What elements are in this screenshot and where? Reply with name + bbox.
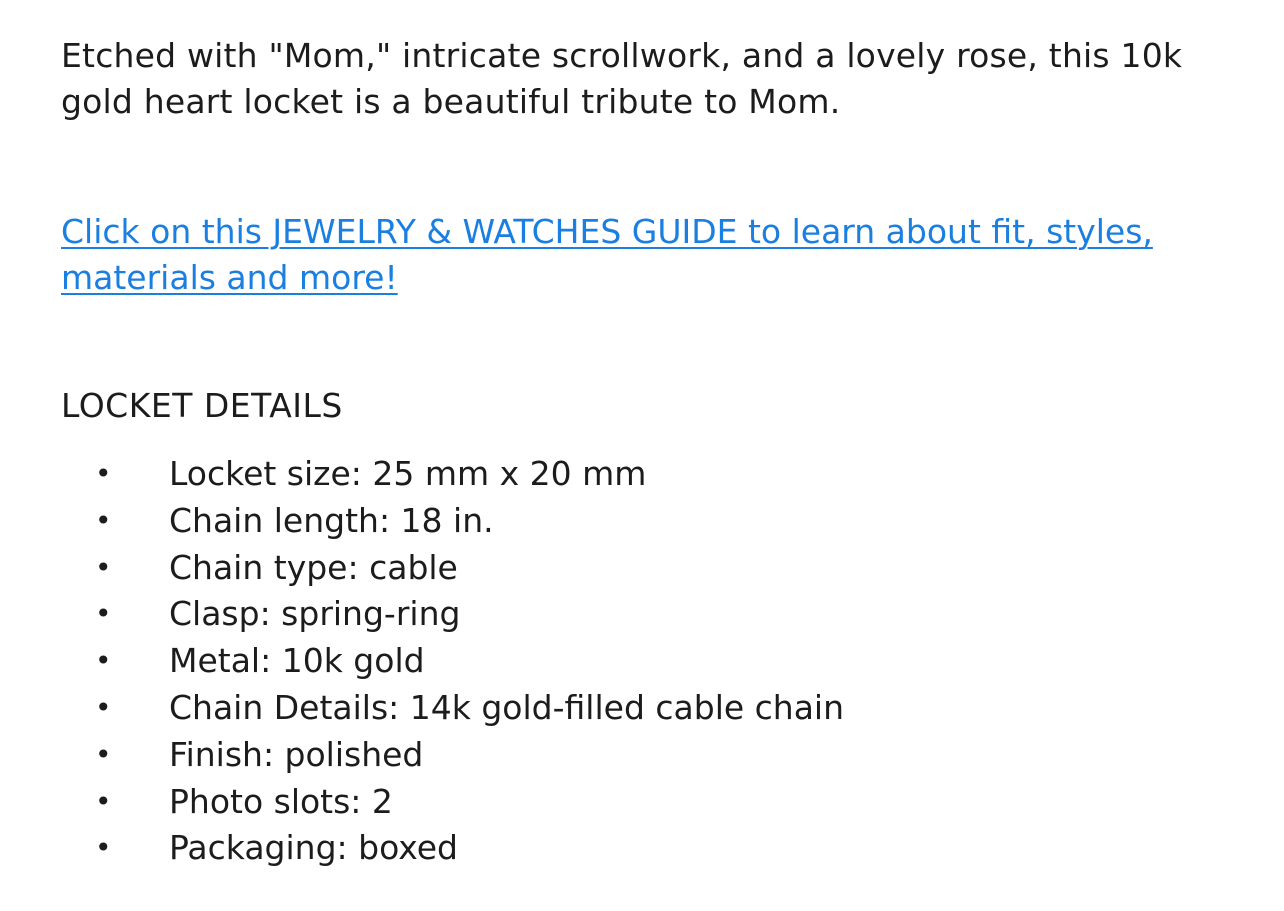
detail-text: Chain Details: 14k gold-filled cable chain bbox=[169, 687, 845, 727]
bullet-icon: • bbox=[95, 597, 112, 631]
list-item bbox=[61, 685, 1241, 732]
list-item bbox=[61, 498, 1241, 545]
bullet-icon: • bbox=[95, 457, 112, 490]
detail-text: Locket size: 25 mm x 20 mm bbox=[169, 454, 647, 493]
detail-text: Metal: 10k gold bbox=[169, 641, 425, 681]
list-item bbox=[61, 638, 1241, 685]
detail-text: Photo slots: 2 bbox=[169, 781, 393, 821]
list-item bbox=[61, 779, 1241, 826]
bullet-icon: • bbox=[95, 550, 112, 584]
bullet-icon: • bbox=[95, 737, 112, 771]
bullet-icon: • bbox=[95, 503, 112, 537]
detail-text: Packaging: boxed bbox=[169, 828, 459, 868]
list-item bbox=[61, 591, 1241, 638]
bullet-icon: • bbox=[95, 690, 112, 724]
bullet-icon: • bbox=[95, 784, 112, 818]
detail-text: Chain length: 18 in. bbox=[169, 500, 494, 540]
list-item bbox=[61, 545, 1241, 592]
list-item bbox=[61, 825, 1241, 872]
locket-details-list bbox=[61, 451, 1241, 872]
locket-details-heading: LOCKET DETAILS bbox=[61, 386, 343, 425]
product-description bbox=[61, 33, 1241, 872]
jewelry-guide-link[interactable]: Click on this JEWELRY & WATCHES GUIDE to learn about fit, styles, materials and more! bbox=[61, 212, 1153, 297]
product-intro-text: Etched with "Mom," intricate scrollwork, and a lovely rose, this 10k gold heart locket is a beautiful tribute to Mom. bbox=[61, 36, 1183, 121]
list-item bbox=[61, 451, 1241, 498]
detail-text: Chain type: cable bbox=[169, 547, 458, 587]
list-item bbox=[61, 732, 1241, 779]
bullet-icon: • bbox=[95, 644, 112, 678]
bullet-icon: • bbox=[95, 831, 112, 865]
detail-text: Clasp: spring-ring bbox=[169, 594, 461, 634]
detail-text: Finish: polished bbox=[169, 734, 424, 774]
